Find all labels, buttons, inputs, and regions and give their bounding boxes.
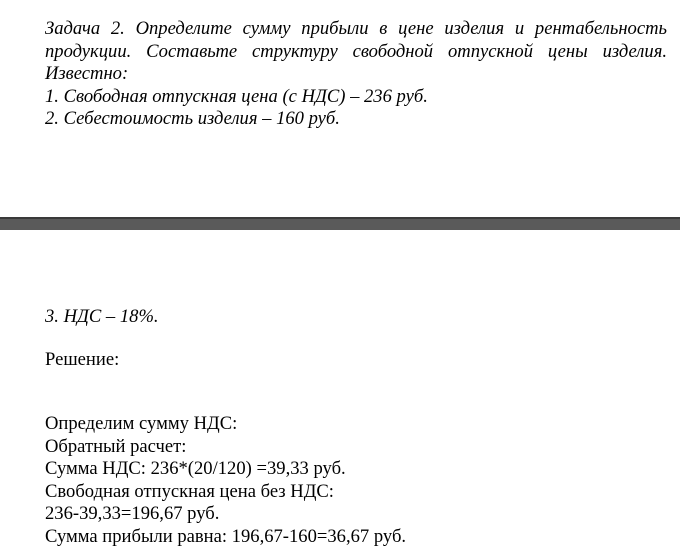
task-line: Известно: [45,63,667,86]
solution-line: Определим сумму НДС: [45,413,406,436]
page-separator [0,217,680,230]
solution-body [45,413,406,548]
task-item-vat: 3. НДС – 18%. [45,306,159,328]
solution-line: Обратный расчет: [45,436,406,459]
task-item-price: 1. Свободная отпускная цена (с НДС) – 236 руб. [45,86,667,109]
solution-line: 236-39,33=196,67 руб. [45,503,406,526]
solution-line: Сумма прибыли равна: 196,67-160=36,67 руб. [45,526,406,548]
task-statement [45,18,667,131]
task-line: Задача 2. Определите сумму прибыли в цене изделия и рентабельность [45,18,667,41]
solution-line: Свободная отпускная цена без НДС: [45,481,406,504]
solution-heading: Решение: [45,349,119,371]
task-item-cost: 2. Себестоимость изделия – 160 руб. [45,108,667,131]
page-top [0,0,680,216]
task-line: продукции. Составьте структуру свободной отпускной цены изделия. [45,41,667,64]
solution-line: Сумма НДС: 236*(20/120) =39,33 руб. [45,458,406,481]
